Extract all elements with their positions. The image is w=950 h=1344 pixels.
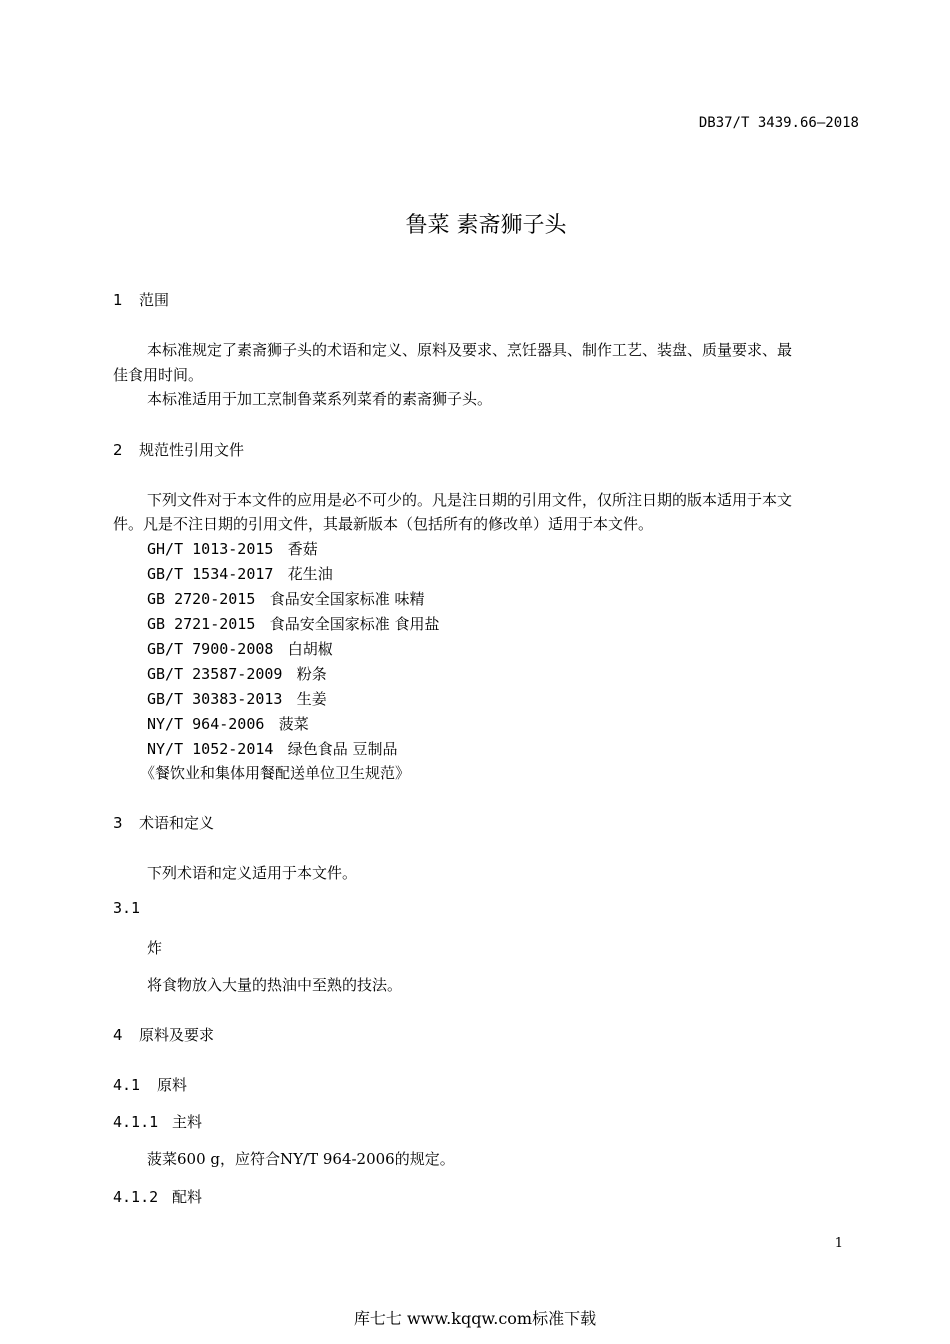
reference-code: NY/T 964-2006: [147, 715, 265, 733]
document-title: 鲁菜 素斋狮子头: [405, 213, 567, 238]
section-title: 范围: [139, 291, 170, 309]
reference-name: 花生油: [287, 565, 333, 583]
subsection-title: 配料: [172, 1188, 203, 1206]
subsection-title: 原料: [157, 1076, 188, 1094]
reference-item: 《餐饮业和集体用餐配送单位卫生规范》: [140, 764, 411, 782]
section-1-paragraph: 本标准适用于加工烹制鲁菜系列菜肴的素斋狮子头。: [147, 390, 493, 408]
page-number: 1: [834, 1236, 843, 1251]
section-3-paragraph: 下列术语和定义适用于本文件。: [147, 864, 358, 882]
reference-code: GB 2721-2015: [147, 615, 256, 633]
section-title: 原料及要求: [139, 1026, 215, 1044]
section-1-paragraph-line: 本标准规定了素斋狮子头的术语和定义、原料及要求、烹饪器具、制作工艺、装盘、质量要求、最: [147, 341, 793, 359]
reference-code: GB/T 1534-2017: [147, 565, 274, 583]
reference-item: [147, 688, 327, 709]
section-number: 3: [113, 814, 123, 832]
section-1-heading: [113, 289, 169, 310]
reference-item: [147, 613, 439, 634]
reference-code: GH/T 1013-2015: [147, 540, 274, 558]
term-definition: 将食物放入大量的热油中至熟的技法。: [147, 976, 403, 994]
section-title: 规范性引用文件: [139, 441, 245, 459]
reference-name: 粉条: [296, 665, 327, 683]
reference-name: 食品安全国家标准 味精: [269, 590, 425, 608]
reference-item: [147, 663, 327, 684]
subsection-title: 主料: [172, 1113, 203, 1131]
subsection-4-1-1-heading: [113, 1111, 202, 1132]
reference-name: 食品安全国家标准 食用盐: [269, 615, 440, 633]
reference-item: [147, 738, 398, 759]
reference-code: GB 2720-2015: [147, 590, 256, 608]
reference-item: [147, 563, 333, 584]
reference-item: [147, 538, 318, 559]
section-2-paragraph-line: 下列文件对于本文件的应用是必不可少的。凡是注日期的引用文件，仅所注日期的版本适用于本文: [147, 491, 793, 509]
section-number: 2: [113, 441, 123, 459]
subsection-4-1-2-heading: [113, 1186, 202, 1207]
section-2-heading: [113, 439, 244, 460]
reference-code: NY/T 1052-2014: [147, 740, 274, 758]
reference-code: GB/T 30383-2013: [147, 690, 283, 708]
section-2-paragraph-line: 件。凡是不注日期的引用文件，其最新版本（包括所有的修改单）适用于本文件。: [113, 515, 654, 533]
standard-code: DB37/T 3439.66—2018: [698, 115, 859, 131]
subsection-4-1-1-text: 菠菜600 g，应符合NY/T 964-2006的规定。: [147, 1150, 455, 1168]
reference-code: GB/T 23587-2009: [147, 665, 283, 683]
term: 炸: [147, 939, 163, 957]
subsection-number: 4.1: [113, 1076, 141, 1094]
reference-item: [147, 713, 309, 734]
subsection-4-1-heading: [113, 1074, 187, 1095]
reference-name: 菠菜: [278, 715, 309, 733]
section-number: 4: [113, 1026, 123, 1044]
reference-name: 白胡椒: [287, 640, 333, 658]
footer-watermark: 库七七 www.kqqw.com标准下载: [353, 1309, 597, 1328]
subsection-number: 4.1.1: [113, 1113, 159, 1131]
reference-code: GB/T 7900-2008: [147, 640, 274, 658]
section-1-paragraph-line: 佳食用时间。: [113, 366, 204, 384]
reference-name: 生姜: [296, 690, 327, 708]
subsection-number: 4.1.2: [113, 1188, 159, 1206]
reference-name: 香菇: [287, 540, 318, 558]
section-3-heading: [113, 812, 214, 833]
reference-item: [147, 638, 333, 659]
reference-item: [147, 588, 424, 609]
section-number: 1: [113, 291, 123, 309]
section-4-heading: [113, 1024, 214, 1045]
reference-name: 绿色食品 豆制品: [287, 740, 398, 758]
section-title: 术语和定义: [139, 814, 215, 832]
subsection-3-1-number: 3.1: [113, 899, 141, 917]
